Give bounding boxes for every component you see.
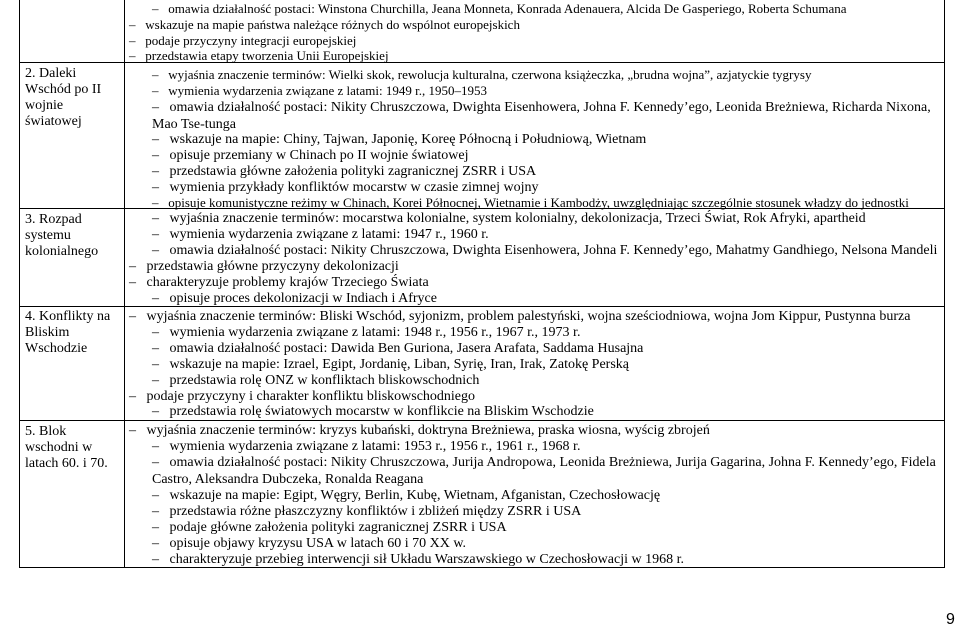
list-item: – omawia działalność postaci: Nikity Chruszczowa, Dwighta Eisenhowera, Johna F. Kennedy’ego, Mahatmy Gandhiego, Nelsona Mandeli	[152, 243, 960, 260]
list-item: – charakteryzuje problemy krajów Trzeciego Świata	[129, 275, 944, 292]
list-item: – przedstawia rolę ONZ w konfliktach bliskowschodnich	[152, 373, 960, 390]
list-item: – opisuje przemiany w Chinach po II wojnie światowej	[152, 148, 960, 165]
list-item: – podaje główne założenia polityki zagranicznej ZSRR i USA	[152, 520, 960, 537]
list-item: – wymienia przykłady konfliktów mocarstw w czasie zimnej wojny	[152, 180, 960, 197]
list-item: – wyjaśnia znaczenie terminów: mocarstwa kolonialne, system kolonialny, dekolonizacja, Trzeci Świat, Rok Afryki, apartheid	[152, 211, 960, 228]
list-item: – wskazuje na mapie: Egipt, Węgry, Berlin, Kubę, Wietnam, Afganistan, Czechosłowację	[152, 488, 960, 505]
list-item: – wymienia wydarzenia związane z latami: 1949 r., 1950–1953	[152, 83, 960, 100]
page-number: 9	[946, 611, 955, 628]
list-item: – omawia działalność postaci: Dawida Ben Guriona, Jasera Arafata, Saddama Husajna	[152, 341, 960, 358]
list-item: – przedstawia główne przyczyny dekolonizacji	[129, 259, 944, 276]
list-item: – wymienia wydarzenia związane z latami: 1948 r., 1956 r., 1967 r., 1973 r.	[152, 325, 960, 342]
column-divider	[124, 0, 125, 567]
list-item: – podaje przyczyny i charakter konfliktu bliskowschodniego	[129, 389, 944, 406]
list-item: – opisuje proces dekolonizacji w Indiach i Afryce	[152, 291, 960, 308]
topic-blok-wschodni: 5. Blok wschodni w latach 60. i 70.	[25, 424, 108, 471]
list-item: – wskazuje na mapie: Chiny, Tajwan, Japonię, Koreę Północną i Południową, Wietnam	[152, 132, 960, 149]
list-item: – opisuje objawy kryzysu USA w latach 60 i 70 XX w.	[152, 536, 960, 553]
list-item: – wymienia wydarzenia związane z latami: 1947 r., 1960 r.	[152, 227, 960, 244]
list-item: – opisuje komunistyczne reżimy w Chinach, Korei Północnej, Wietnamie i Kambodży, uwzględniając szczególnie stosunek władzy do jednostki	[152, 195, 960, 212]
list-item: – wyjaśnia znaczenie terminów: kryzys kubański, doktryna Breżniewa, praska wiosna, wyścig zbrojeń	[129, 423, 944, 440]
list-item: – wskazuje na mapie państwa należące różnych do wspólnot europejskich	[129, 17, 944, 34]
list-item: – omawia działalność postaci: Nikity Chruszczowa, Dwighta Eisenhowera, Johna F. Kennedy’ego, Leonida Breżniewa, Richarda Nixona, Mao Tse-tunga	[152, 99, 942, 133]
list-item: – wymienia wydarzenia związane z latami: 1953 r., 1956 r., 1961 r., 1968 r.	[152, 439, 960, 456]
topic-rozpad-systemu: 3. Rozpad systemu kolonialnego	[25, 212, 99, 259]
topic-daleki-wschod: 2. Daleki Wschód po II wojnie światowej	[25, 66, 102, 129]
list-item: – przedstawia główne założenia polityki zagranicznej ZSRR i USA	[152, 164, 960, 181]
list-item: – omawia działalność postaci: Nikity Chruszczowa, Jurija Andropowa, Leonida Breżniewa, Jurija Gagarina, Johna F. Kennedy’ego, Fidela Castro, Aleksandra Dubczeka, Ronalda Reagana	[152, 455, 942, 488]
list-item: – omawia działalność postaci: Winstona Churchilla, Jeana Monneta, Konrada Adenauera, Alcida De Gasperiego, Roberta Schumana	[152, 1, 960, 18]
list-item: – przedstawia rolę światowych mocarstw w konflikcie na Bliskim Wschodzie	[152, 404, 960, 421]
list-item: – przedstawia etapy tworzenia Unii Europejskiej	[129, 48, 944, 65]
list-item: – wyjaśnia znaczenie terminów: Wielki skok, rewolucja kulturalna, czerwona książeczka, „brudna wojna”, azjatyckie tygrysy	[152, 67, 960, 84]
list-item: – podaje przyczyny integracji europejskiej	[129, 33, 944, 50]
list-item: – charakteryzuje przebieg interwencji sił Układu Warszawskiego w Czechosłowacji w 1968 r.	[152, 552, 960, 569]
list-item: – przedstawia różne płaszczyzny konfliktów i zbliżeń między ZSRR i USA	[152, 504, 960, 521]
list-item: – wyjaśnia znaczenie terminów: Bliski Wschód, syjonizm, problem palestyński, wojna sześciodniowa, wojna Jom Kippur, Pustynna burza	[129, 309, 944, 326]
topic-bliski-wschod: 4. Konflikty na Bliskim Wschodzie	[25, 309, 111, 356]
list-item: – wskazuje na mapie: Izrael, Egipt, Jordanię, Liban, Syrię, Iran, Irak, Zatokę Perską	[152, 357, 960, 374]
